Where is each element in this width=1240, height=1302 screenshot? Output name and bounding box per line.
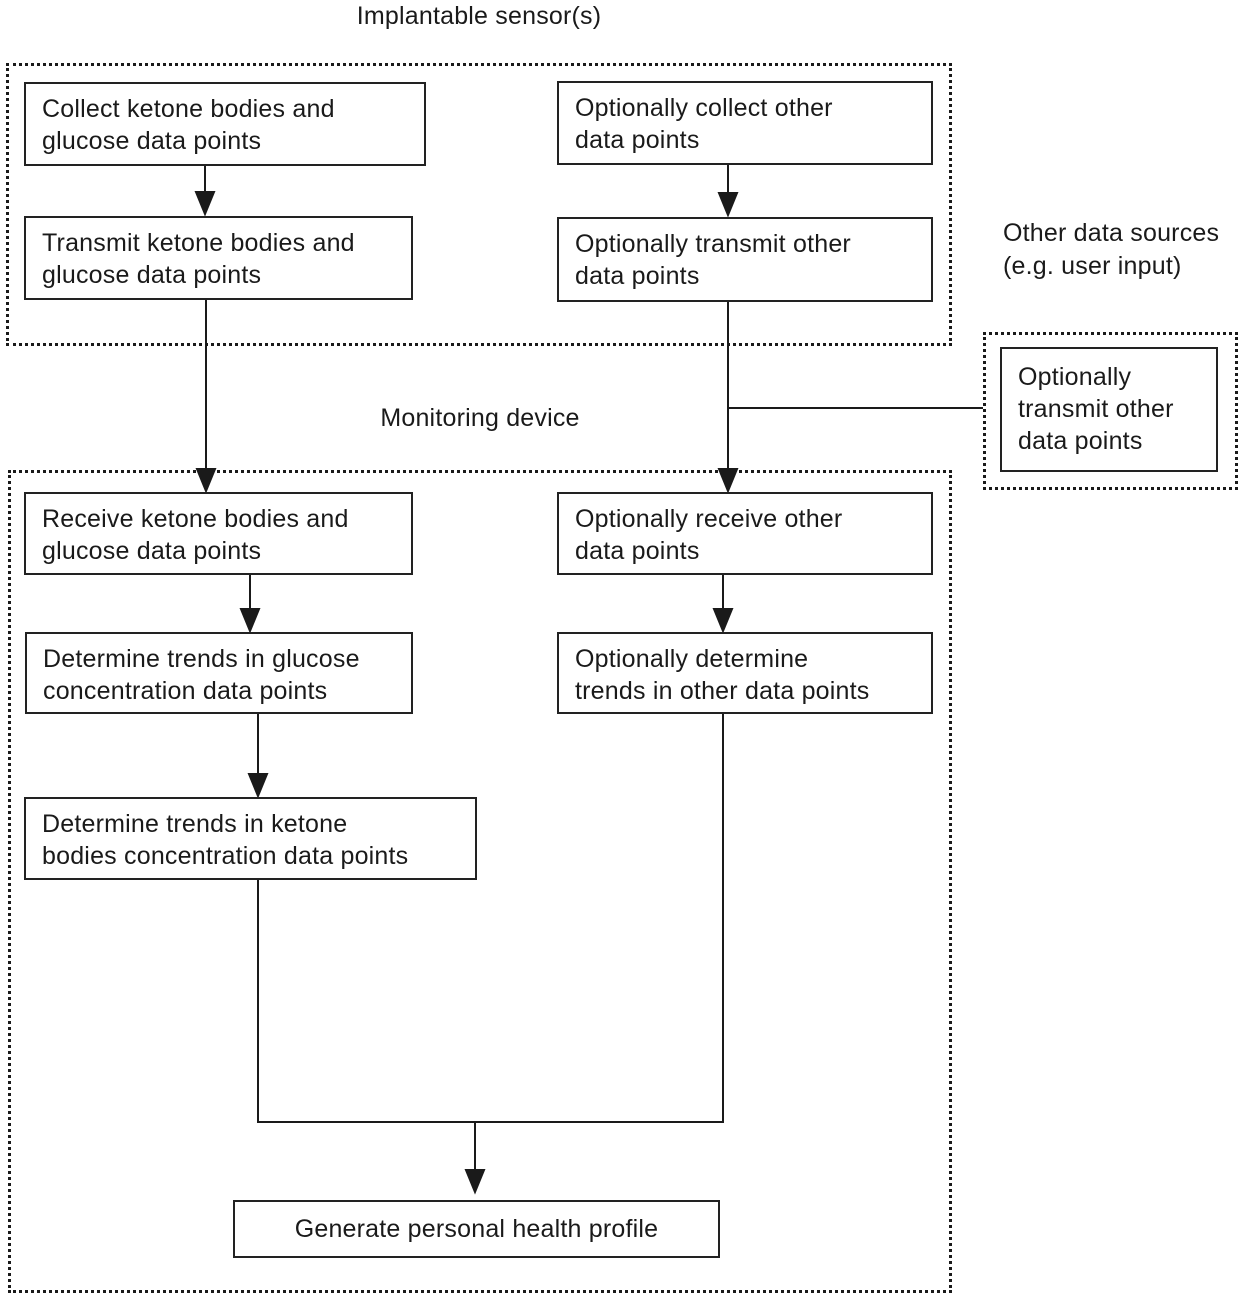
node-optionally-transmit-other: Optionally transmit other data points (557, 217, 933, 302)
monitoring-device-label: Monitoring device (380, 404, 580, 432)
monitoring-device-container (8, 470, 952, 1293)
node-collect-ketone-glucose: Collect ketone bodies and glucose data points (24, 82, 426, 166)
node-generate-health-profile: Generate personal health profile (233, 1200, 720, 1258)
node-determine-glucose-trends: Determine trends in glucose concentration data points (25, 632, 413, 714)
node-optionally-collect-other: Optionally collect other data points (557, 81, 933, 165)
implantable-sensors-title: Implantable sensor(s) (356, 2, 602, 30)
node-external-optionally-transmit-other: Optionally transmit other data points (1000, 347, 1218, 472)
node-optionally-determine-trends: Optionally determine trends in other data points (557, 632, 933, 714)
node-receive-ketone-glucose: Receive ketone bodies and glucose data points (24, 492, 413, 575)
other-data-sources-label: Other data sources (e.g. user input) (1003, 219, 1220, 280)
node-optionally-receive-other: Optionally receive other data points (557, 492, 933, 575)
node-determine-ketone-trends: Determine trends in ketone bodies concentration data points (24, 797, 477, 880)
node-transmit-ketone-glucose: Transmit ketone bodies and glucose data points (24, 216, 413, 300)
